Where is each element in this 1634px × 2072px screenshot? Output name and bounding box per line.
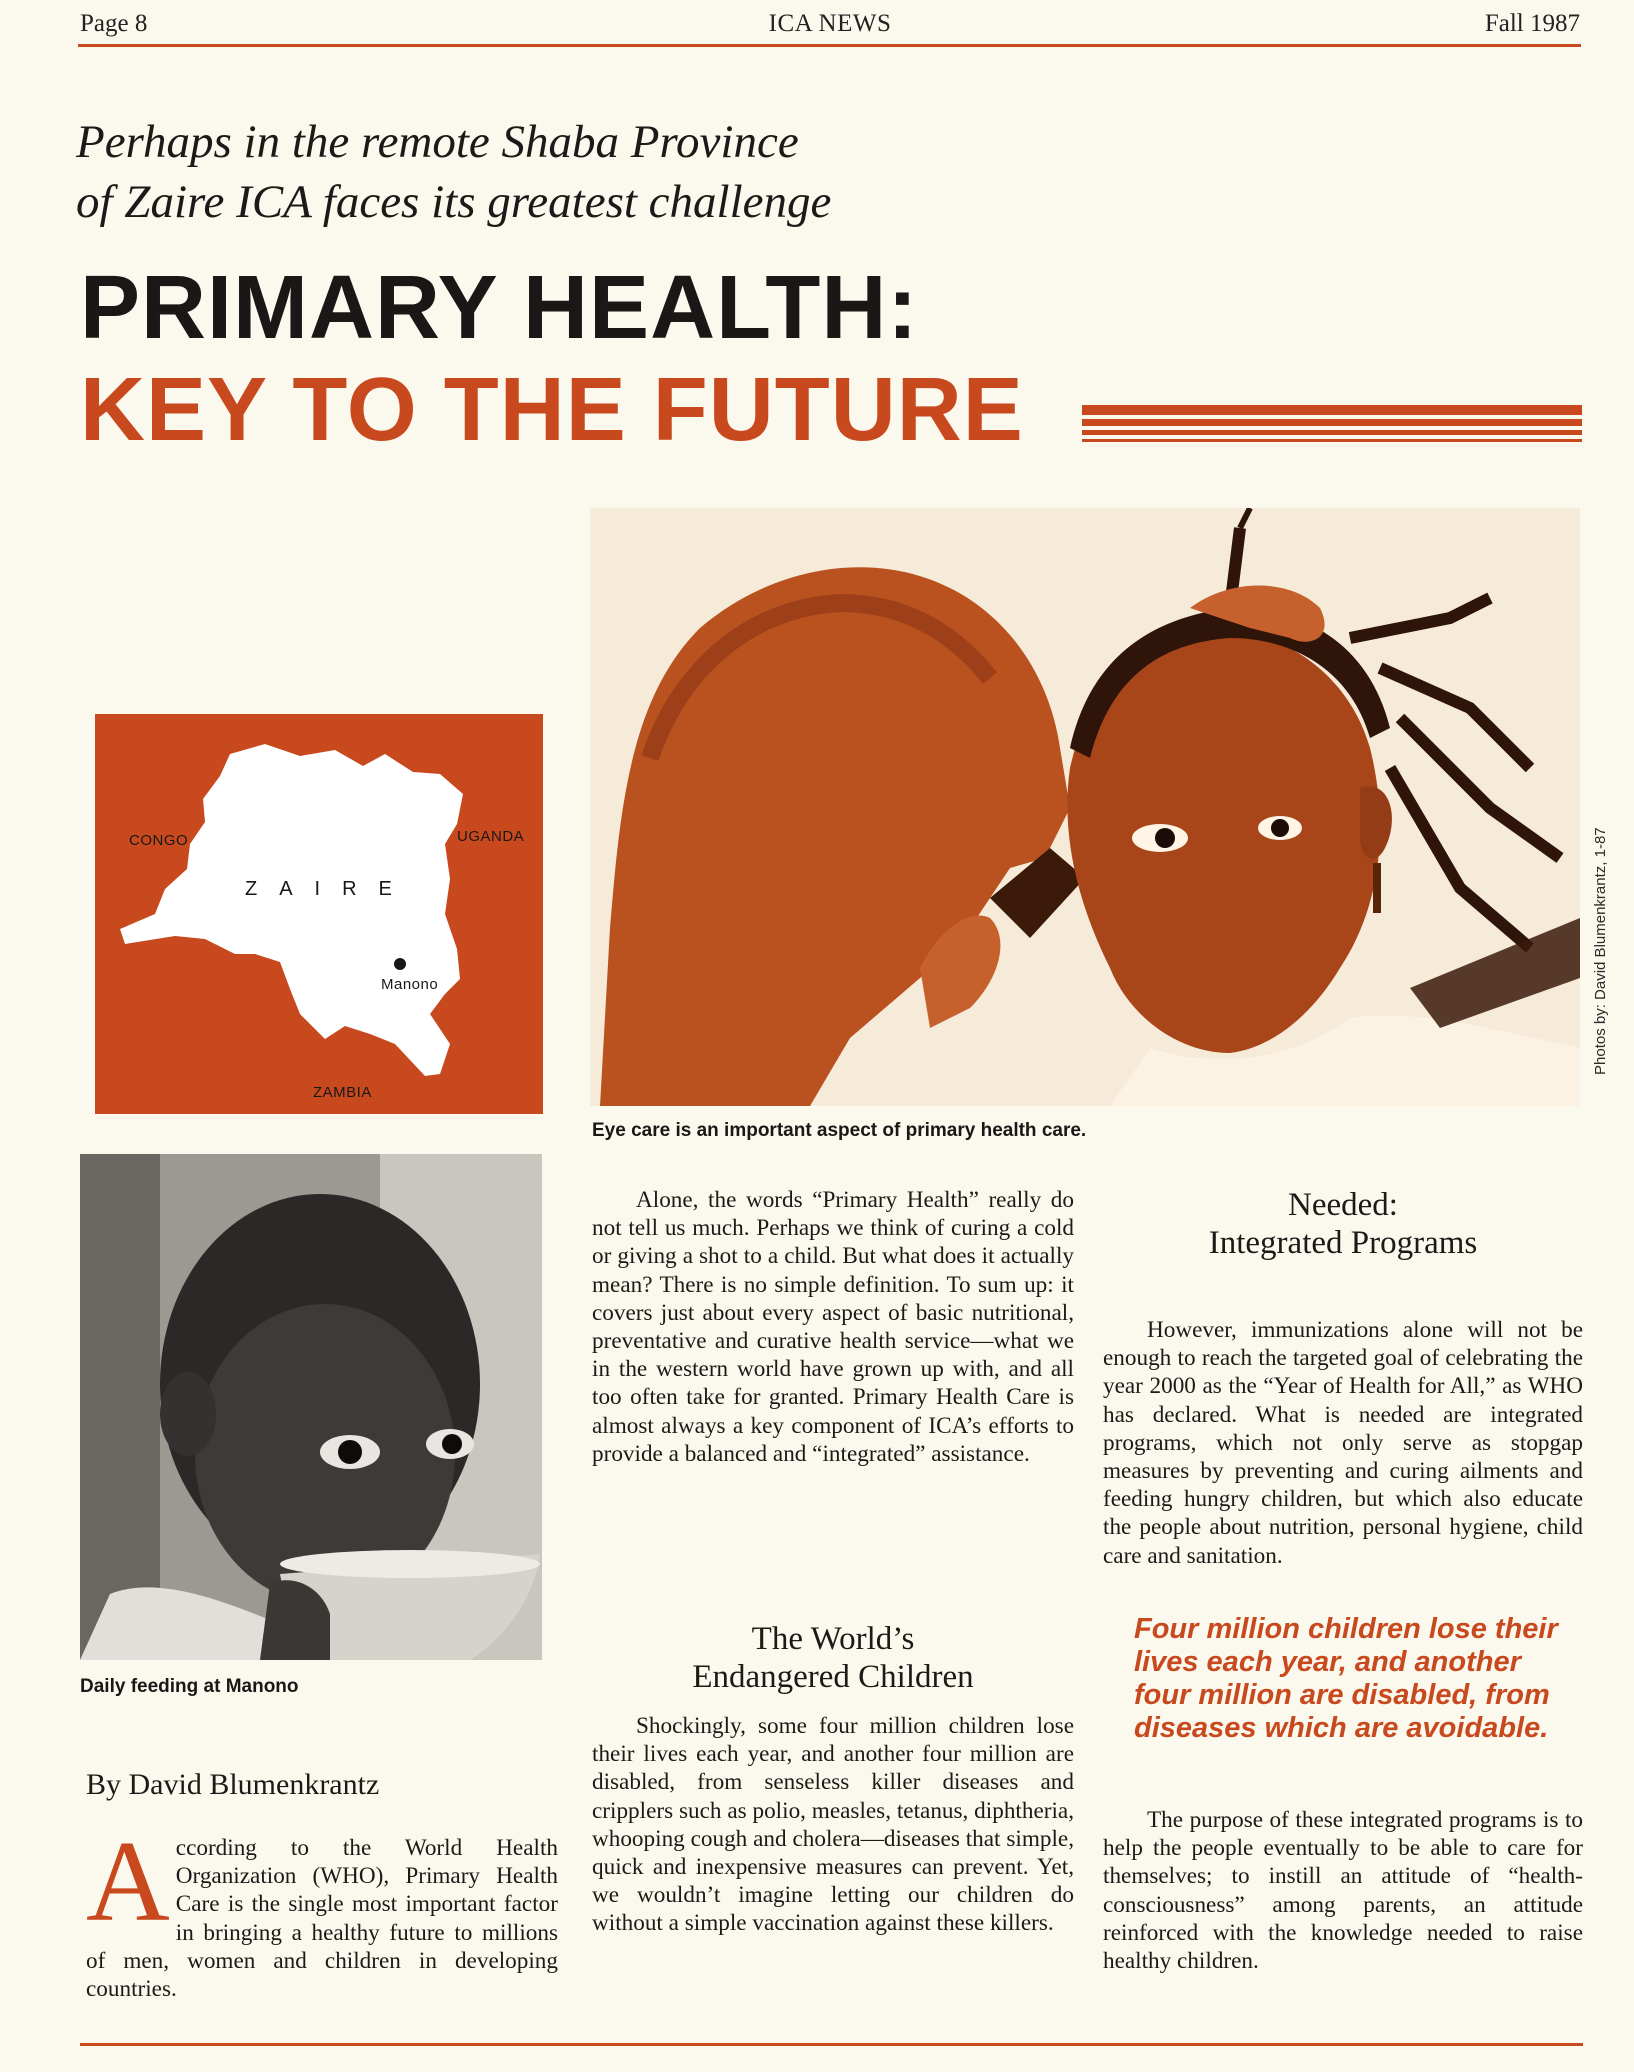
right-column-lower [1103,1806,1583,1975]
photo-credit: Photos by: David Blumenkrantz, 1-87 [1592,827,1609,1075]
daily-feeding-photo [80,1154,542,1660]
subhead-endangered-children [592,1620,1074,1696]
map-label-uganda: UGANDA [457,828,525,845]
eye-exam-illustration [590,508,1580,1106]
intro-paragraph [86,1818,558,2003]
deck-line-1: Perhaps in the remote Shaba Province [76,116,799,168]
page-number: Page 8 [80,10,148,37]
primary-health-paragraph: Alone, the words “Primary Health” really do not tell us much. Perhaps we think of curing a cold or giving a shot to a child. But what does it actually mean? There is no simple definition. To sum up: it covers just about every aspect of basic nutritional, preventative and curative health service—what we in the western world have grown up with, and all too often take for granted. Primary Health Care is almost always a key component of ICA’s efforts to provide a balanced and “integrated” assistance. [592,1187,1074,1467]
map-label-manono: Manono [381,976,439,993]
subhead-endangered-line-2: Endangered Children [692,1659,974,1695]
issue-date: Fall 1987 [1484,10,1580,37]
drop-cap: A [86,1818,170,1946]
purpose-paragraph: The purpose of these integrated programs is to help the people eventually to be able to care for themselves; to instill an attitude of “health-consciousness” among parents, an attitude reinforced with the knowledge needed to raise healthy children. [1103,1807,1583,1975]
eye-exam-photo [590,508,1580,1106]
city-dot-icon [394,958,406,970]
right-column [1103,1316,1583,1570]
child-feeding-illustration [80,1154,542,1660]
map-label-zambia: ZAMBIA [313,1084,372,1101]
subhead-integrated-line-2: Integrated Programs [1208,1225,1478,1261]
subhead-integrated-programs [1103,1186,1583,1262]
footer-rule [80,2043,1583,2046]
publication-name: ICA NEWS [768,10,892,37]
endangered-children-paragraph: Shockingly, some four million children lose their lives each year, and another four million are disabled, from senseless killer diseases and cripplers such as polio, measles, tetanus, diphtheria, whooping cough and cholera—diseases that simple, quick and inexpensive measures can prevent. Yet, we wouldn’t imagine letting our children do without a simple vaccination against these killers. [592,1713,1074,1937]
pull-quote: Four million children lose their lives each year, and another four million are disabled, from diseases which are avoidable. [1134,1613,1558,1744]
integrated-programs-paragraph: However, immunizations alone will not be enough to reach the targeted goal of celebrating the year 2000 as the “Year of Health for All,” as WHO has declared. What is needed are integrated programs, which not only serve as stopgap measures by preventing and curing ailments and feeding hungry children, but which also educate the people about nutrition, personal hygiene, child care and sanitation. [1103,1317,1583,1569]
headline-line-1: PRIMARY HEALTH: [80,258,919,358]
middle-column [592,1186,1074,1468]
intro-text: ccording to the World Health Organization (WHO), Primary Health Care is the single most important factor in bringing a healthy future to millions of men, women and children in developing countries. [86,1835,558,2003]
subhead-endangered-line-1: The World’s [751,1621,915,1657]
header-rule [78,44,1581,47]
zaire-map-shape [95,714,543,1114]
headline-decorative-bars [1082,405,1582,445]
map-label-zaire: ZAIRE [245,878,414,900]
article-deck [76,112,1076,232]
running-header [80,10,1580,46]
map-label-congo: CONGO [129,832,189,849]
subhead-integrated-line-1: Needed: [1288,1187,1398,1223]
zaire-map [95,714,543,1114]
middle-column-lower [592,1712,1074,1938]
eye-care-caption: Eye care is an important aspect of primary health care. [592,1120,1087,1141]
byline: By David Blumenkrantz [86,1768,380,1801]
intro-column [86,1818,558,2003]
feeding-caption: Daily feeding at Manono [80,1676,299,1697]
deck-line-2: of Zaire ICA faces its greatest challenge [76,176,832,228]
headline-line-2: KEY TO THE FUTURE [80,360,1024,460]
